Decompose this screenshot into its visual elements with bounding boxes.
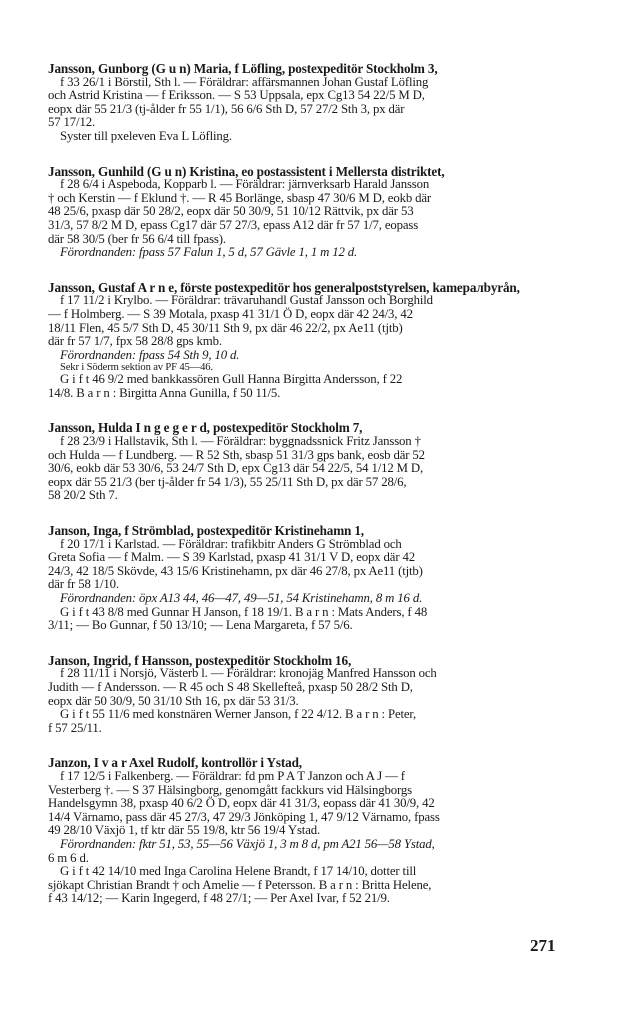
entry-line: 14/4 Värnamo, pass där 45 27/3, 47 29/3 Jönköping 1, 47 9/12 Värnamo, fpass xyxy=(48,809,440,824)
entry-heading: Jansson, Gustaf A r n e, förste postexpeditör hos generalpoststyrelsen, kamералbyrån, xyxy=(48,279,520,295)
entry-appointments: Förordnanden: öpx A13 44, 46—47, 49—51, 54 Kristinehamn, 8 m 16 d. xyxy=(60,591,423,605)
entry-line: † och Kerstin — f Eklund †. — R 45 Borlänge, sbasp 47 30/6 M D, eokb där xyxy=(48,190,432,205)
entry-appointments: Förordnanden: fpass 57 Falun 1, 5 d, 57 Gävle 1, 1 m 12 d. xyxy=(60,245,358,260)
entry-janzon-ivar xyxy=(48,756,564,906)
entry-line: f 17 11/2 i Krylbo. — Föräldrar: trävaruhandl Gustaf Jansson och Borghild xyxy=(60,293,433,308)
entry-line: 58 20/2 Sth 7. xyxy=(48,488,118,503)
entry-note: Sekr i Söderm sektion av PF 45—46. xyxy=(60,362,213,374)
entry-line: f 17 12/5 i Falkenberg. — Föräldrar: fd pm P A T Janzon och A J — f xyxy=(60,768,405,783)
entry-heading: Jansson, Gunhild (G u n) Kristina, eo postassistent i Mellersta distriktet, xyxy=(48,163,445,179)
entry-jansson-hulda xyxy=(48,421,564,503)
entry-line: f 20 17/1 i Karlstad. — Föräldrar: trafikbitr Anders G Strömblad och xyxy=(60,536,402,551)
entry-marriage: G i f t 55 11/6 med konstnären Werner Janson, f 22 4/12. B a r n : Peter, xyxy=(60,707,417,722)
entry-line: 30/6, eokb där 53 30/6, 53 24/7 Sth D, epx Cg13 där 54 22/5, 54 1/12 M D, xyxy=(48,461,424,476)
entry-line: f 28 6/4 i Aspeboda, Kopparb l. — Föräldrar: järnverksarb Harald Jansson xyxy=(60,177,430,192)
entry-appointments: Förordnanden: fpass 54 Sth 9, 10 d. xyxy=(60,347,240,362)
entry-heading: Jansson, Gunborg (G u n) Maria, f Löfling, postexpeditör Stockholm 3, xyxy=(48,61,438,76)
entry-marriage: G i f t 46 9/2 med bankkassören Gull Hanna Birgitta Andersson, f 22 xyxy=(60,372,403,387)
entry-line: 48 25/6, pxasp där 50 28/2, eopx där 50 30/9, 51 10/12 Rättvik, px där 53 xyxy=(48,204,414,219)
entry-jansson-gunhild xyxy=(48,165,564,260)
entry-line: f 33 26/1 i Börstil, Sth l. — Föräldrar: affärsmannen Johan Gustaf Löfling xyxy=(60,74,429,89)
entry-line: Syster till pxeleven Eva L Löfling. xyxy=(60,128,232,143)
entry-janson-ingrid xyxy=(48,654,564,736)
entry-line: sjökapt Christian Brandt † och Amelie — f Petersson. B a r n : Britta Helene, xyxy=(48,877,432,892)
entry-line: Judith — f Andersson. — R 45 och S 48 Skellefteå, pxasp 50 28/2 Sth D, xyxy=(48,679,413,694)
entry-line: — f Holmberg. — S 39 Motala, pxasp 41 31/1 Ö D, eopx där 42 24/3, 42 xyxy=(48,306,413,321)
entry-line: f 57 25/11. xyxy=(48,720,102,735)
entry-line: f 28 23/9 i Hallstavik, Sth l. — Föräldrar: byggnadssnick Fritz Jansson † xyxy=(60,434,421,449)
entry-janson-inga xyxy=(48,524,564,633)
entry-line: och Astrid Kristina — f Eriksson. — S 53 Uppsala, epx Cg13 54 22/5 M D, xyxy=(48,88,425,103)
entry-line: f 43 14/12; — Karin Ingegerd, f 48 27/1; — Per Axel Ivar, f 52 21/9. xyxy=(48,891,390,906)
entry-line: 3/11; — Bo Gunnar, f 50 13/10; — Lena Margareta, f 57 5/6. xyxy=(48,618,353,633)
entry-marriage: G i f t 42 14/10 med Inga Carolina Helene Brandt, f 17 14/10, dotter till xyxy=(60,864,417,879)
entry-line: 31/3, 57 8/2 M D, epass Cg17 där 57 27/3, epass A12 där fr 57 1/7, eopass xyxy=(48,217,419,232)
entry-line: Greta Sofia — f Malm. — S 39 Karlstad, pxasp 41 31/1 V D, eopx där 42 xyxy=(48,550,415,565)
entry-line: 49 28/10 Växjö 1, tf ktr där 55 19/8, ktr 56 19/4 Ystad. xyxy=(48,823,321,838)
entry-line: där fr 57 1/7, fpx 58 28/8 gps kmb. xyxy=(48,334,222,349)
entry-line: eopx där 50 30/9, 50 31/10 Sth 16, px där 53 31/3. xyxy=(48,693,299,708)
entry-line: eopx där 55 21/3 (tj-ålder fr 55 1/1), 56 6/6 Sth D, 57 27/2 Sth 3, px där xyxy=(48,101,405,116)
entry-line: 24/3, 42 18/5 Skövde, 43 15/6 Kristinehamn, px där 46 27/8, px Ae11 (tjtb) xyxy=(48,563,423,578)
entry-line: eopx där 55 21/3 (ber tj-ålder fr 54 1/3), 55 25/11 Sth D, px där 57 28/6, xyxy=(48,474,407,489)
entry-line: 6 m 6 d. xyxy=(48,850,89,865)
entry-line: där 58 30/5 (ber fr 56 6/4 till fpass). xyxy=(48,231,226,246)
entry-marriage: G i f t 43 8/8 med Gunnar H Janson, f 18 19/1. B a r n : Mats Anders, f 48 xyxy=(60,604,428,619)
entry-heading: Jansson, Hulda I n g e g e r d, postexpeditör Stockholm 7, xyxy=(48,420,363,436)
entry-line: och Hulda — f Lundberg. — R 52 Sth, sbasp 51 31/3 gps bank, eosb där 52 xyxy=(48,447,425,462)
entry-jansson-gunborg xyxy=(48,62,564,144)
entry-heading: Janson, Inga, f Strömblad, postexpeditör Kristinehamn 1, xyxy=(48,523,364,539)
entry-line: 18/11 Flen, 45 5/7 Sth D, 45 30/11 Sth 9, px där 46 22/2, px Ae11 (tjtb) xyxy=(48,320,403,335)
page-number: 271 xyxy=(530,936,556,955)
entry-line: där fr 58 1/10. xyxy=(48,577,119,592)
entry-heading: Janzon, I v a r Axel Rudolf, kontrollör i Ystad, xyxy=(48,755,302,771)
entry-heading: Janson, Ingrid, f Hansson, postexpeditör Stockholm 16, xyxy=(48,652,352,668)
entry-line: Handelsgymn 38, pxasp 40 6/2 Ö D, eopx där 41 31/3, eopass där 41 30/9, 42 xyxy=(48,796,435,811)
entry-line: 14/8. B a r n : Birgitta Anna Gunilla, f 50 11/5. xyxy=(48,385,281,400)
entry-appointments: Förordnanden: fktr 51, 53, 55—56 Växjö 1, 3 m 8 d, pm A21 56—58 Ystad, xyxy=(60,836,435,851)
entry-line: f 28 11/11 i Norsjö, Västerb l. — Föräldrar: kronojäg Manfred Hansson och xyxy=(60,666,437,681)
entry-jansson-gustaf-arne xyxy=(48,281,564,401)
entry-line: Vesterberg †. — S 37 Hälsingborg, genomgått fackkurs vid Hälsingborgs xyxy=(48,782,412,797)
entry-line: 57 17/12. xyxy=(48,115,95,130)
entry-list xyxy=(48,62,564,927)
